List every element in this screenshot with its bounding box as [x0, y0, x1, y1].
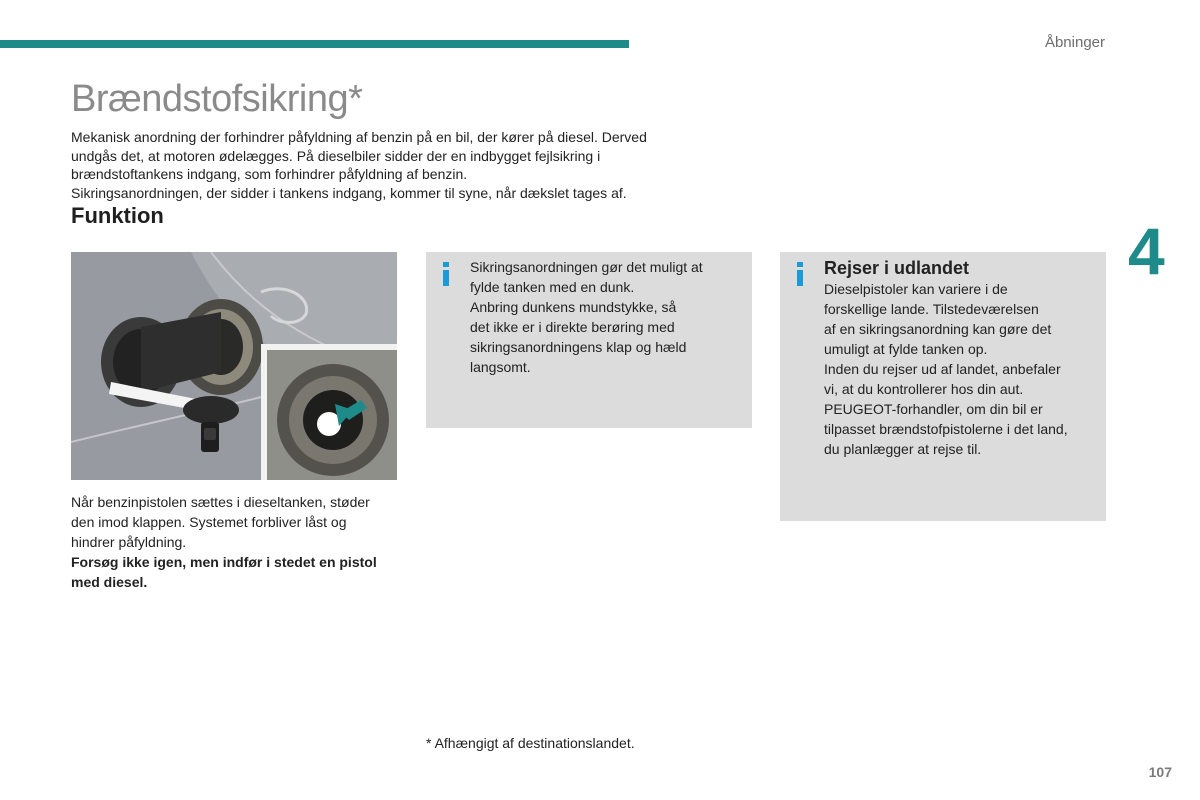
info-box-heading: Rejser i udlandet	[824, 258, 970, 278]
intro-line: Sikringsanordningen, der sidder i tankens indgang, kommer til syne, når dækslet tages af.	[71, 184, 627, 201]
info-line: PEUGEOT-forhandler, om din bil er	[824, 401, 1043, 417]
info-line: forskellige lande. Tilstedeværelsen	[824, 301, 1039, 317]
footnote: * Afhængigt af destinationslandet.	[426, 735, 635, 751]
info-line: umuligt at fylde tanken op.	[824, 341, 988, 357]
info-box-canister	[426, 252, 752, 428]
info-box-text	[470, 257, 738, 377]
info-icon	[441, 262, 451, 286]
intro-line: brændstoftankens indgang, som forhindrer påfyldning af benzin.	[71, 166, 468, 182]
header-accent-bar	[0, 40, 629, 48]
fuel-cap-drawing	[71, 252, 397, 480]
info-line: Dieselpistoler kan variere i de	[824, 281, 1008, 297]
warning-text: Forsøg ikke igen, men indfør i stedet en pistol med diesel.	[71, 554, 377, 590]
info-line: tilpasset brændstofpistolerne i det land,	[824, 421, 1068, 437]
info-line: af en sikringsanordning kan gøre det	[824, 321, 1052, 337]
function-paragraph: Når benzinpistolen sættes i dieseltanken, støder den imod klappen. Systemet forbliver låst og hindrer påfyldning.	[71, 494, 370, 550]
fuel-cap-illustration	[71, 252, 397, 480]
info-line: sikringsanordningens klap og hæld	[470, 339, 687, 355]
info-line: Anbring dunkens mundstykke, så	[470, 299, 677, 315]
section-heading: Funktion	[71, 203, 164, 228]
info-line: fylde tanken med en dunk.	[470, 279, 635, 295]
section-label: Åbninger	[1044, 34, 1105, 51]
info-line: langsomt.	[470, 359, 531, 375]
info-box-text	[824, 257, 1092, 459]
info-line: vi, at du kontrollerer hos din aut.	[824, 381, 1024, 397]
intro-line: undgås det, at motoren ødelægges. På dieselbiler sidder der en indbygget fejlsikring i	[71, 147, 601, 164]
info-line: det ikke er i direkte berøring med	[470, 319, 675, 335]
info-line: du planlægger at rejse til.	[824, 441, 982, 457]
function-description	[71, 492, 391, 592]
page-title: Brændstofsikring*	[71, 78, 363, 120]
info-icon	[795, 262, 805, 286]
page-number: 107	[1148, 764, 1172, 780]
info-line: Inden du rejser ud af landet, anbefaler	[824, 361, 1061, 377]
info-line: Sikringsanordningen gør det muligt at	[470, 259, 703, 275]
intro-line: Mekanisk anordning der forhindrer påfyldning af benzin på en bil, der kører på diesel. Derved	[71, 129, 647, 145]
chapter-number: 4	[1128, 214, 1165, 288]
intro-text	[71, 128, 751, 202]
info-box-travel	[780, 252, 1106, 521]
